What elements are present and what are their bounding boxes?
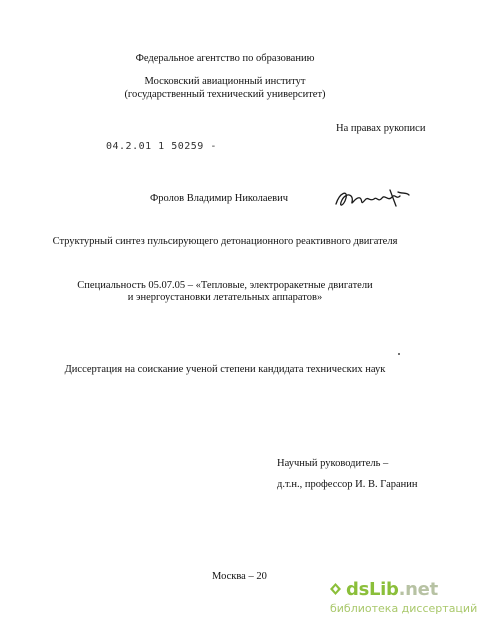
specialty-line-2: и энергоустановки летательных аппаратов» (127, 292, 323, 303)
dslib-watermark (328, 577, 477, 619)
supervisor-label: Научный руководитель – (277, 458, 389, 469)
dissertation-title: Структурный синтез пульсирующего детонационного реактивного двигателя (52, 236, 398, 247)
dslib-brand: dsLib.net (346, 578, 438, 600)
city-year: Москва – 20 (212, 571, 267, 582)
manuscript-rights: На правах рукописи (336, 123, 426, 134)
scan-speck (398, 353, 400, 355)
agency-line: Федеральное агентство по образованию (135, 53, 315, 64)
author-signature (332, 186, 412, 212)
dslib-logo-icon (328, 581, 343, 597)
supervisor-name: д.т.н., профессор И. В. Гаранин (277, 479, 418, 490)
author-name: Фролов Владимир Николаевич (150, 193, 289, 204)
degree-line: Диссертация на соискание ученой степени кандидата технических наук (64, 364, 386, 375)
specialty-line-1: Специальность 05.07.05 – «Тепловые, электроракетные двигатели (77, 280, 373, 291)
institute-line: Московский авиационный институт (144, 76, 306, 87)
registration-stamp: 04.2.01 1 50259 - (106, 141, 217, 152)
institute-subtitle: (государственный технический университет) (124, 89, 326, 100)
dslib-tagline: библиотека диссертаций (330, 602, 477, 615)
